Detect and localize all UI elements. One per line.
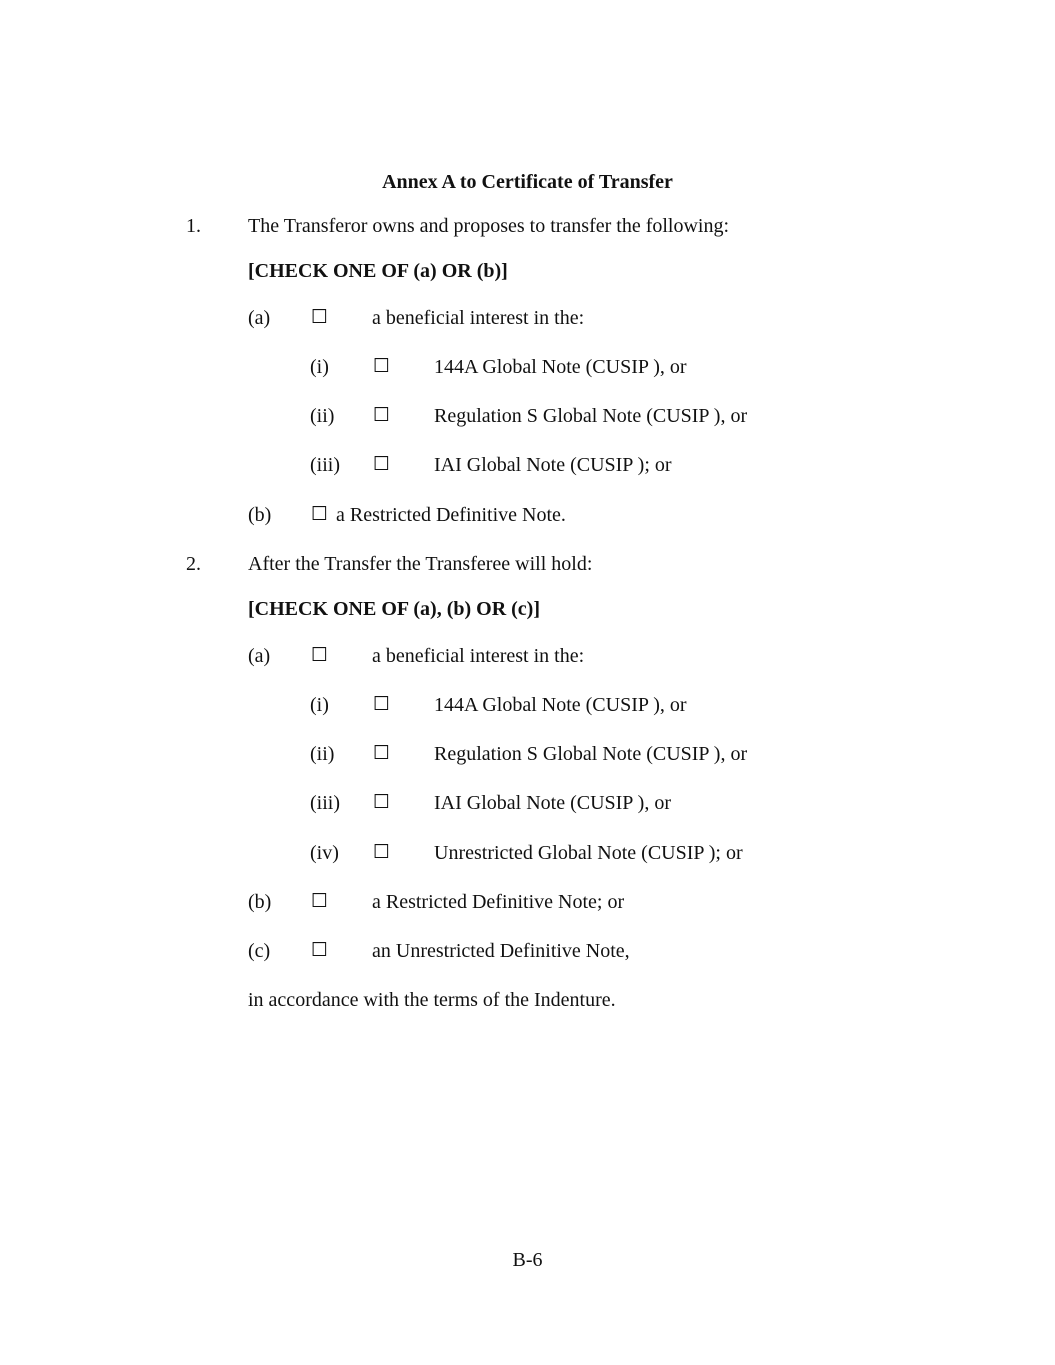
section-2-a-iii-text: IAI Global Note (CUSIP ), or (434, 792, 672, 814)
section-2-number: 2. (186, 553, 201, 575)
section-2-b-text: a Restricted Definitive Note; or (372, 891, 625, 913)
section-1-a-iii-label: (iii) (310, 454, 340, 476)
section-2-a-ii-text: Regulation S Global Note (CUSIP ), or (434, 743, 748, 765)
section-1-a-i-checkbox[interactable]: ☐ (373, 355, 391, 377)
section-1-instruction: [CHECK ONE OF (a) OR (b)] (248, 260, 508, 282)
section-2-instruction: [CHECK ONE OF (a), (b) OR (c)] (248, 598, 540, 620)
section-1-text: The Transferor owns and proposes to transfer the following: (248, 215, 730, 237)
section-1-a-ii-label: (ii) (310, 405, 335, 427)
section-2-b-label: (b) (248, 891, 272, 913)
section-2-a-iv-checkbox[interactable]: ☐ (373, 841, 391, 863)
section-2-b-checkbox[interactable]: ☐ (311, 890, 329, 912)
section-1-a-ii-text: Regulation S Global Note (CUSIP ), or (434, 405, 748, 427)
section-1-a-iii-text: IAI Global Note (CUSIP ); or (434, 454, 672, 476)
section-1-a-label: (a) (248, 307, 271, 329)
section-2-a-text: a beneficial interest in the: (372, 645, 585, 667)
section-1-b-text: a Restricted Definitive Note. (336, 504, 566, 526)
section-1-a-i-text: 144A Global Note (CUSIP ), or (434, 356, 687, 378)
section-1-a-iii-checkbox[interactable]: ☐ (373, 453, 391, 475)
section-2-a-iv-label: (iv) (310, 842, 339, 864)
section-1-a-ii-checkbox[interactable]: ☐ (373, 404, 391, 426)
section-2-a-iv-text: Unrestricted Global Note (CUSIP ); or (434, 842, 743, 864)
section-2-closing: in accordance with the terms of the Indenture. (248, 989, 616, 1011)
section-1-b-checkbox[interactable]: ☐ (311, 503, 329, 525)
section-2-c-label: (c) (248, 940, 271, 962)
section-2-a-ii-label: (ii) (310, 743, 335, 765)
section-2-a-iii-checkbox[interactable]: ☐ (373, 791, 391, 813)
section-1-a-i-label: (i) (310, 356, 329, 378)
section-2-a-i-text: 144A Global Note (CUSIP ), or (434, 694, 687, 716)
section-2-a-i-checkbox[interactable]: ☐ (373, 693, 391, 715)
page-number: B-6 (512, 1249, 543, 1271)
section-2-a-checkbox[interactable]: ☐ (311, 644, 329, 666)
section-2-a-iii-label: (iii) (310, 792, 340, 814)
section-2-a-ii-checkbox[interactable]: ☐ (373, 742, 391, 764)
section-1-a-text: a beneficial interest in the: (372, 307, 585, 329)
section-2-a-i-label: (i) (310, 694, 329, 716)
section-1-a-checkbox[interactable]: ☐ (311, 306, 329, 328)
section-2-a-label: (a) (248, 645, 271, 667)
section-2-c-checkbox[interactable]: ☐ (311, 939, 329, 961)
section-1-b-label: (b) (248, 504, 272, 526)
section-2-c-text: an Unrestricted Definitive Note, (372, 940, 630, 962)
section-1-number: 1. (186, 215, 201, 237)
page-title: Annex A to Certificate of Transfer (382, 171, 673, 193)
section-2-text: After the Transfer the Transferee will hold: (248, 553, 593, 575)
